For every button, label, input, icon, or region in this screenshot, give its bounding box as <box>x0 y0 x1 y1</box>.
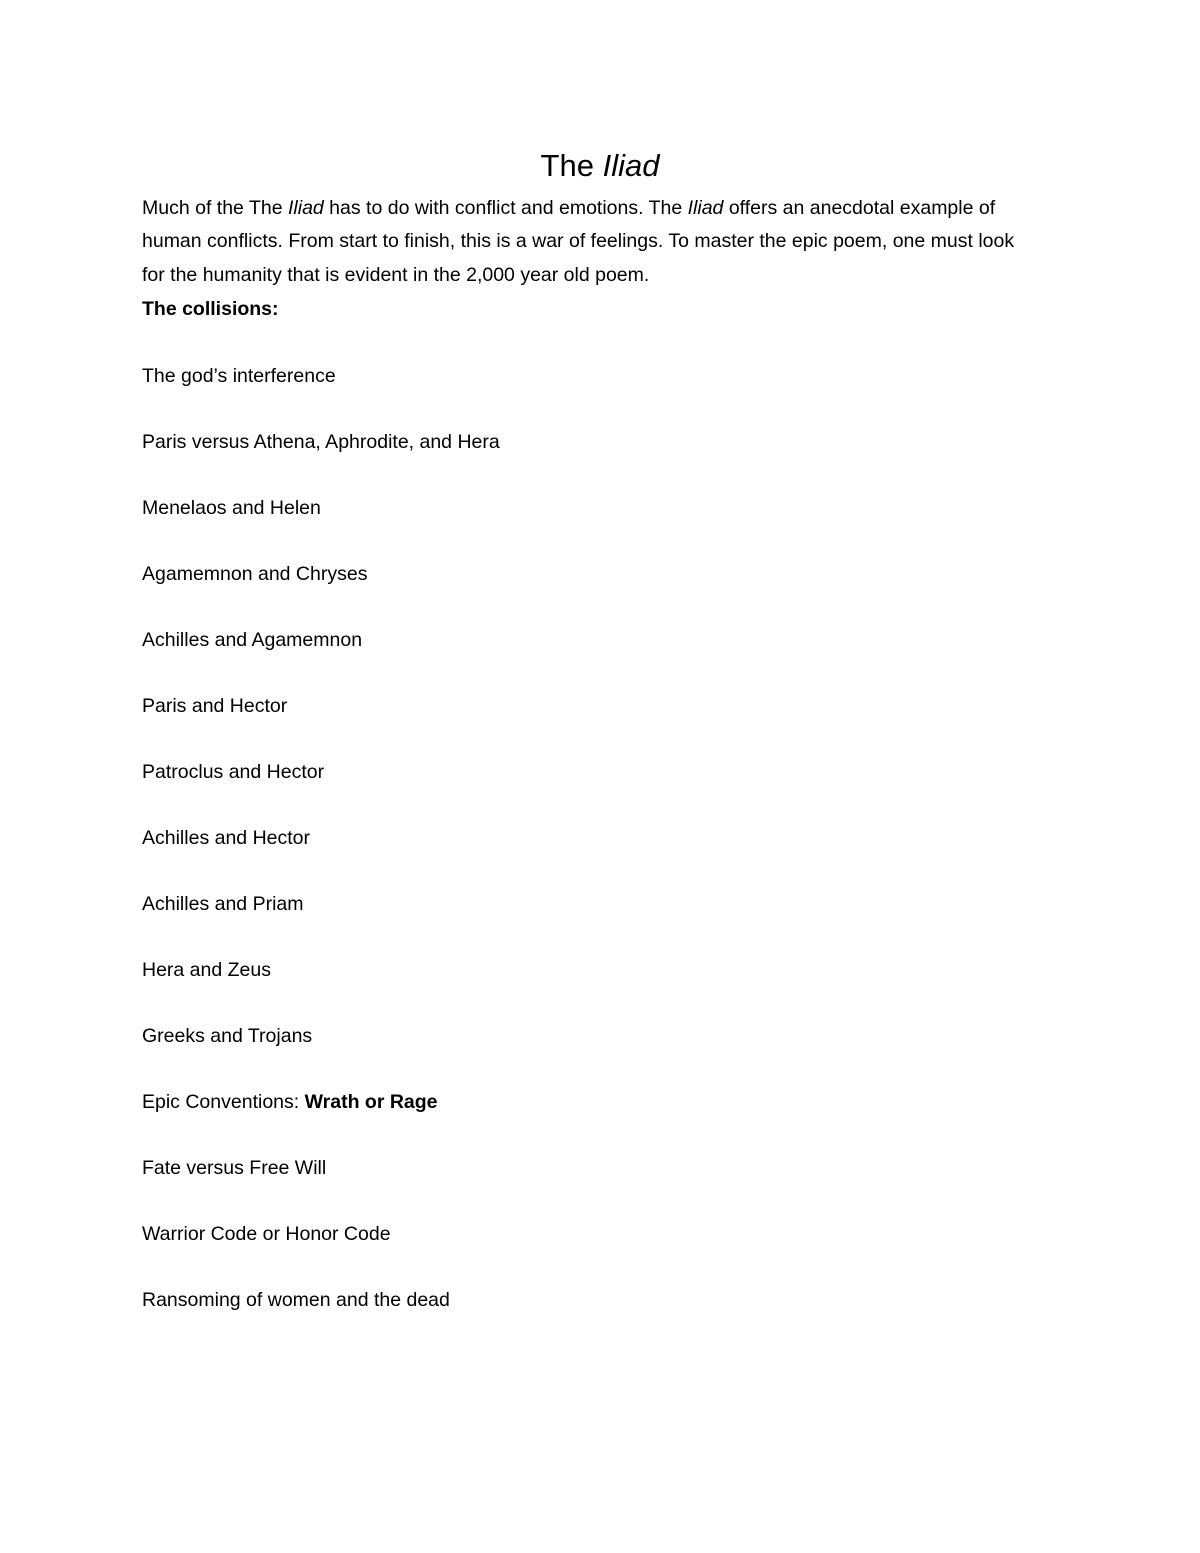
epic-conventions-label: Epic Conventions: <box>142 1091 305 1113</box>
list-item: Agamemnon and Chryses <box>142 563 368 585</box>
list-item: Achilles and Priam <box>142 893 304 915</box>
intro-italic-2: Iliad <box>687 197 724 219</box>
list-item: Patroclus and Hector <box>142 761 325 783</box>
list-item: Menelaos and Helen <box>142 497 321 519</box>
intro-italic-1: Iliad <box>287 197 324 219</box>
list-item: Hera and Zeus <box>142 959 271 981</box>
list-item: Paris versus Athena, Aphrodite, and Hera <box>142 431 500 453</box>
intro-text-3: offers an anecdotal example of human conflicts. From start to finish, this is a war of feelings. To master the epic poem, one must look for the humanity that is evident in the 2,000 year old poem. <box>142 197 1015 286</box>
intro-text-2: has to do with conflict and emotions. The <box>323 197 688 219</box>
intro-paragraph <box>142 192 1042 292</box>
convention-item: Ransoming of women and the dead <box>142 1289 450 1311</box>
collisions-heading: The collisions: <box>142 298 279 320</box>
epic-conventions-line <box>142 1086 438 1119</box>
document-title <box>0 146 1200 186</box>
convention-item: Warrior Code or Honor Code <box>142 1223 391 1245</box>
list-item: Achilles and Hector <box>142 827 310 849</box>
title-prefix: The <box>540 148 594 183</box>
list-item: The god’s interference <box>142 365 336 387</box>
title-italic: Iliad <box>602 148 660 183</box>
epic-conventions-bold: Wrath or Rage <box>304 1091 438 1113</box>
list-item: Paris and Hector <box>142 695 288 717</box>
list-item: Achilles and Agamemnon <box>142 629 363 651</box>
convention-item: Fate versus Free Will <box>142 1157 327 1179</box>
list-item: Greeks and Trojans <box>142 1025 313 1047</box>
intro-text-1: Much of the The <box>142 197 288 219</box>
